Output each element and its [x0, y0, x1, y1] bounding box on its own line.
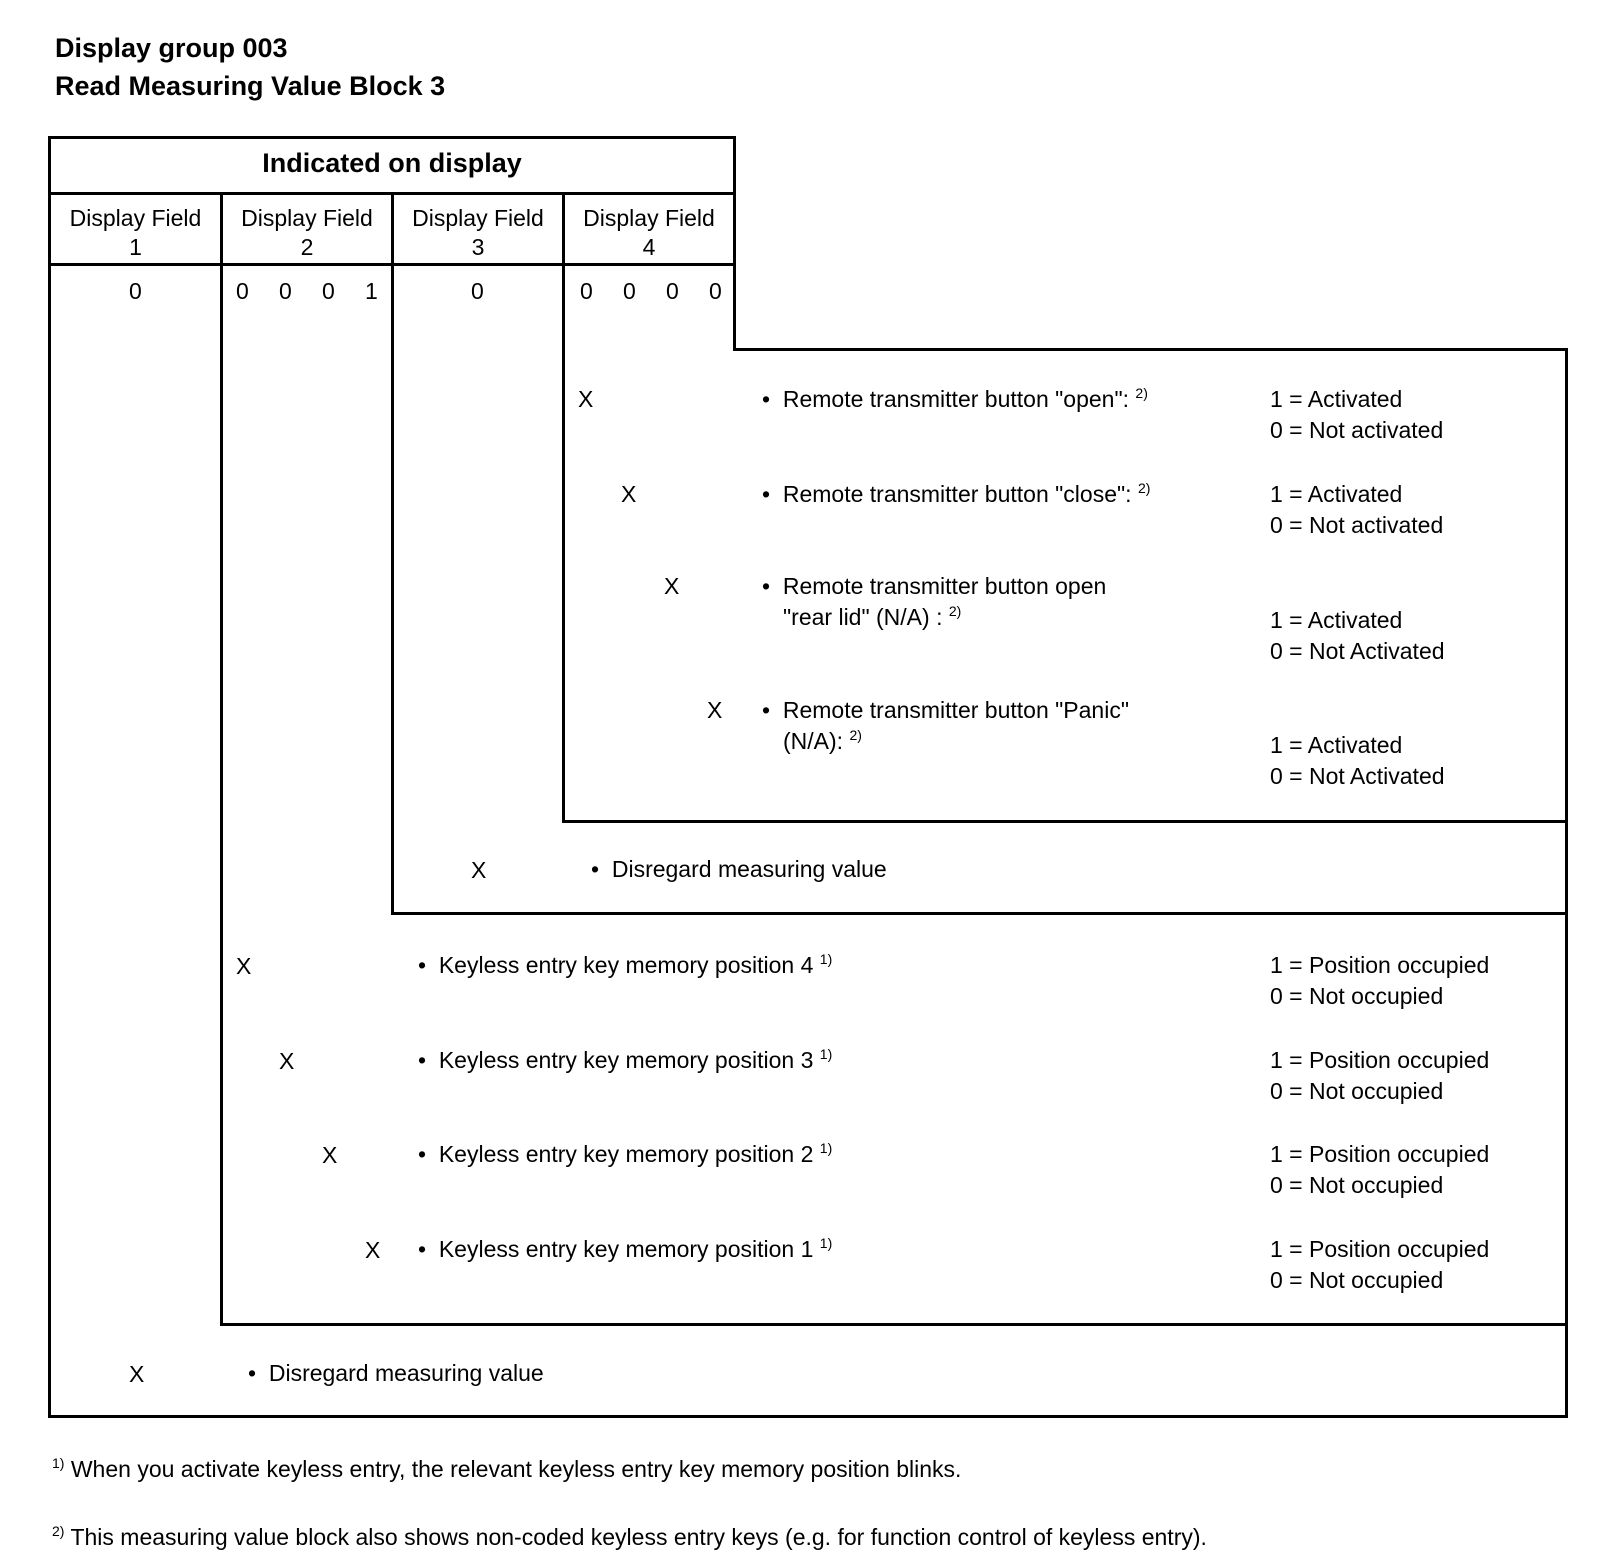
- field-4-digit: 0: [623, 278, 636, 304]
- row-marker-x: X: [365, 1237, 381, 1263]
- field-4-digit: 0: [666, 278, 679, 304]
- field-2-digit: 0: [236, 278, 249, 304]
- row-marker-x: X: [236, 953, 252, 979]
- row-values: 1 = Position occupied 0 = Not occupied: [1270, 952, 1490, 1009]
- field-1-value: 0: [129, 278, 142, 304]
- row-values: 1 = Position occupied 0 = Not occupied: [1270, 1047, 1490, 1104]
- row-marker-x: X: [322, 1142, 338, 1168]
- footnote-1: $^{1)}$ When you activate keyless entry, the relevant keyless entry key memory position blinks.: [52, 1455, 962, 1482]
- footnote-2: $^{2)}$ This measuring value block also shows non-coded keyless entry keys (e.g. for function control of keyless entry).: [52, 1523, 1207, 1550]
- field-2-header: Display Field 2: [241, 205, 373, 260]
- table-header: Indicated on display: [262, 148, 522, 178]
- row-marker-x: X: [621, 481, 637, 507]
- row-marker-x: X: [279, 1048, 295, 1074]
- row-marker-x: X: [129, 1361, 145, 1387]
- field-4-header: Display Field 4: [583, 205, 715, 260]
- row-description: • Remote transmitter button open "rear lid" (N/A) : $^{2)}$: [762, 573, 1107, 630]
- row-description: • Keyless entry key memory position 3 $^{1)}$: [418, 1046, 833, 1073]
- row-description: • Remote transmitter button "open": $^{2)}$: [762, 385, 1148, 412]
- row-values: 1 = Position occupied 0 = Not occupied: [1270, 1141, 1490, 1198]
- row-values: 1 = Activated 0 = Not activated: [1270, 481, 1444, 538]
- field-4-digit: 0: [709, 278, 722, 304]
- field-2-digit: 0: [322, 278, 335, 304]
- row-marker-x: X: [578, 386, 594, 412]
- row-description: • Remote transmitter button "close": $^{2)}$: [762, 480, 1151, 507]
- row-marker-x: X: [664, 573, 680, 599]
- field-3-header: Display Field 3: [412, 205, 544, 260]
- row-description: • Keyless entry key memory position 2 $^{1)}$: [418, 1140, 833, 1167]
- field-3-value: 0: [471, 278, 484, 304]
- row-values: 1 = Activated 0 = Not Activated: [1270, 732, 1445, 789]
- page-subtitle: Read Measuring Value Block 3: [55, 71, 446, 101]
- row-description: • Keyless entry key memory position 4 $^{1)}$: [418, 951, 833, 978]
- field-1-header: Display Field 1: [69, 205, 202, 260]
- field-2-digit: 0: [279, 278, 292, 304]
- row-description: • Keyless entry key memory position 1 $^{1)}$: [418, 1235, 833, 1262]
- page-title: Display group 003: [55, 33, 288, 63]
- field-2-digit: 1: [365, 278, 378, 304]
- row-marker-x: X: [471, 857, 487, 883]
- field-4-digit: 0: [580, 278, 593, 304]
- row-description: • Disregard measuring value: [591, 856, 887, 882]
- row-marker-x: X: [707, 697, 723, 723]
- row-values: 1 = Activated 0 = Not activated: [1270, 386, 1444, 443]
- row-description: • Disregard measuring value: [248, 1360, 544, 1386]
- row-values: 1 = Activated 0 = Not Activated: [1270, 607, 1445, 664]
- row-description: • Remote transmitter button "Panic" (N/A): $^{2)}$: [762, 697, 1129, 754]
- row-values: 1 = Position occupied 0 = Not occupied: [1270, 1236, 1490, 1293]
